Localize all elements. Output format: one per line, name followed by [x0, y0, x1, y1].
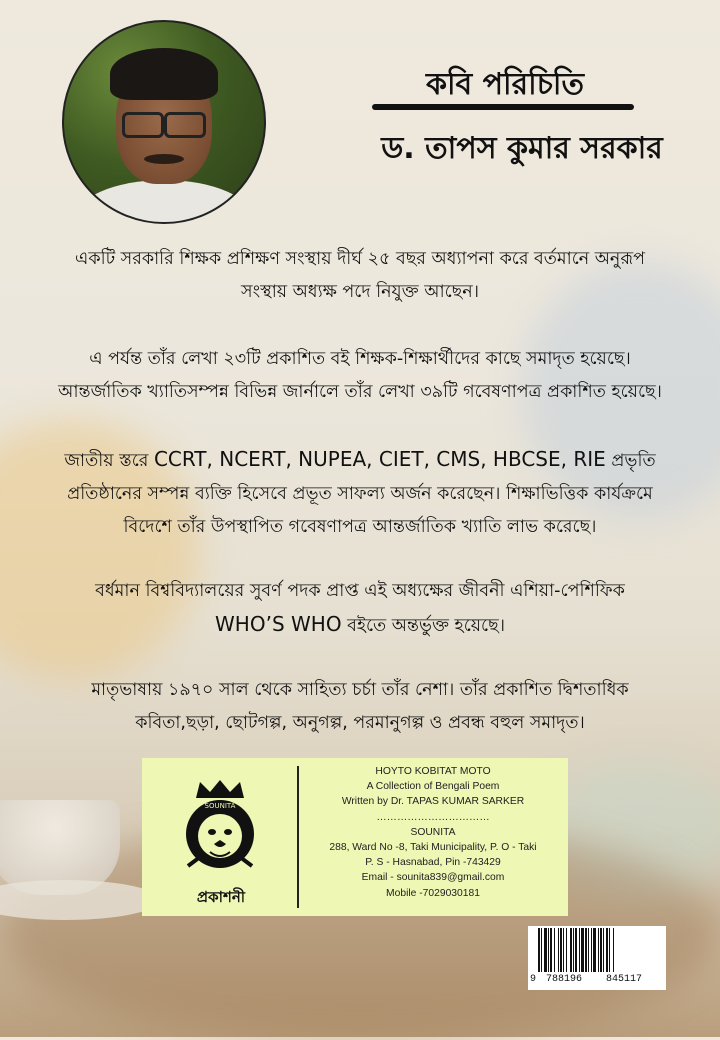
- barcode-bar: [563, 928, 564, 972]
- barcode-bar: [570, 928, 572, 972]
- book-title: HOYTO KOBITAT MOTO: [375, 766, 491, 777]
- publisher-name: SOUNITA: [410, 826, 456, 838]
- bio-line: বিদেশে তাঁর উপস্থাপিত গবেষণাপত্র আন্তর্জাতিক খ্যাতি লাভ করেছে।: [123, 517, 597, 537]
- whos-who-title: WHO’S WHO: [215, 612, 342, 636]
- publisher-divider: [297, 766, 299, 908]
- author-portrait: [62, 20, 266, 224]
- bio-line: কবিতা,ছড়া, ছোটগল্প, অনুগল্প, পরমানুগল্প ও প্রবন্ধ বহুল সমাদৃত।: [135, 713, 585, 733]
- isbn-digit-group: 845117: [606, 974, 643, 985]
- barcode-bar: [600, 928, 602, 972]
- bio-line: [20, 608, 700, 643]
- bio-paragraph-3: [20, 443, 700, 544]
- bio-line: সংস্থায় অধ্যক্ষ পদে নিযুক্ত আছেন।: [241, 282, 479, 302]
- bio-line: একটি সরকারি শিক্ষক প্রশিক্ষণ সংস্থায় দীর্ঘ ২৫ বছর অধ্যাপনা করে বর্তমানে অনুরূপ: [75, 249, 645, 269]
- title-underline: [372, 104, 634, 110]
- barcode-bar: [558, 928, 559, 972]
- barcode-bar: [598, 928, 599, 972]
- isbn-digit-group: 9: [530, 974, 537, 985]
- bio-line: এ পর্যন্ত তাঁর লেখা ২৩টি প্রকাশিত বই শিক্ষক-শিক্ষার্থীদের কাছে সমাদৃত হয়েছে।: [89, 349, 631, 369]
- book-subtitle: A Collection of Bengali Poem: [366, 781, 500, 793]
- author-name: ড. তাপস কুমার সরকার: [381, 131, 663, 166]
- barcode-bar: [588, 928, 589, 972]
- barcode-bar: [560, 928, 562, 972]
- bio-line: আন্তর্জাতিক খ্যাতিসম্পন্ন বিভিন্ন জার্নালে তাঁর লেখা ৩৯টি গবেষণাপত্র প্রকাশিত হয়েছে।: [58, 382, 662, 402]
- section-title: কবি পরিচিতি: [425, 67, 585, 102]
- publisher-email: Email - sounita839@gmail.com: [361, 872, 505, 884]
- publisher-address: 288, Ward No -8, Taki Municipality, P. O - Taki: [329, 842, 537, 854]
- book-author: Written by Dr. TAPAS KUMAR SARKER: [341, 796, 525, 808]
- barcode-bar: [603, 928, 604, 972]
- bio-paragraph-5: [20, 674, 700, 740]
- bio-line: প্রতিষ্ঠানের সম্পন্ন ব্যক্তি হিসেবে প্রভূত সাফল্য অর্জন করেছেন। শিক্ষাভিত্তিক কার্যক্রমে: [67, 484, 653, 504]
- bio-line: বর্ধমান বিশ্ববিদ্যালয়ের সুবর্ণ পদক প্রাপ্ত এই অধ্যক্ষের জীবনী এশিয়া-পেশিফিক: [95, 581, 625, 601]
- barcode-bar: [593, 928, 596, 972]
- bio-line: মাতৃভাষায় ১৯৭০ সাল থেকে সাহিত্য চর্চা তাঁর নেশা। তাঁর প্রকাশিত দ্বিশতাধিক: [91, 680, 629, 700]
- bio-paragraph-1: [20, 243, 700, 309]
- barcode-bar: [591, 928, 592, 972]
- isbn-barcode: [528, 926, 666, 990]
- barcode-bar: [581, 928, 584, 972]
- barcode-bar: [609, 928, 610, 972]
- dotted-separator: ……………………………: [376, 811, 490, 823]
- bio-paragraph-2: [20, 343, 700, 409]
- bio-text: প্রভৃতি: [611, 451, 656, 471]
- bio-text: বইতে অন্তর্ভুক্ত হয়েছে।: [347, 616, 505, 636]
- publisher-logo: [170, 778, 270, 906]
- barcode-bar: [566, 928, 567, 972]
- logo-badge-text: SOUNITA: [204, 802, 236, 810]
- publisher-box: [142, 758, 568, 916]
- barcode-bar: [538, 928, 540, 972]
- logo-caption: প্রকাশনী: [196, 888, 246, 906]
- barcode-bar: [554, 928, 555, 972]
- barcode-bar: [544, 928, 547, 972]
- publisher-address: P. S - Hasnabad, Pin -743429: [365, 857, 501, 869]
- barcode-bar: [579, 928, 580, 972]
- bio-line: [20, 443, 700, 478]
- publisher-info: [302, 764, 564, 901]
- publisher-mobile: Mobile -7029030181: [386, 887, 480, 899]
- barcode-bar: [613, 928, 614, 972]
- barcode-bars: [536, 928, 658, 974]
- barcode-bar: [541, 928, 542, 972]
- bio-text: জাতীয় স্তরে: [64, 451, 149, 471]
- isbn-digit-group: 788196: [546, 974, 583, 985]
- barcode-bar: [606, 928, 608, 972]
- barcode-bar: [548, 928, 549, 972]
- bio-paragraph-4: [20, 575, 700, 643]
- barcode-bar: [575, 928, 577, 972]
- barcode-bar: [573, 928, 574, 972]
- barcode-bar: [550, 928, 552, 972]
- organization-list: CCRT, NCERT, NUPEA, CIET, CMS, HBCSE, RIE: [153, 447, 606, 471]
- lion-icon: [184, 794, 256, 874]
- barcode-bar: [585, 928, 587, 972]
